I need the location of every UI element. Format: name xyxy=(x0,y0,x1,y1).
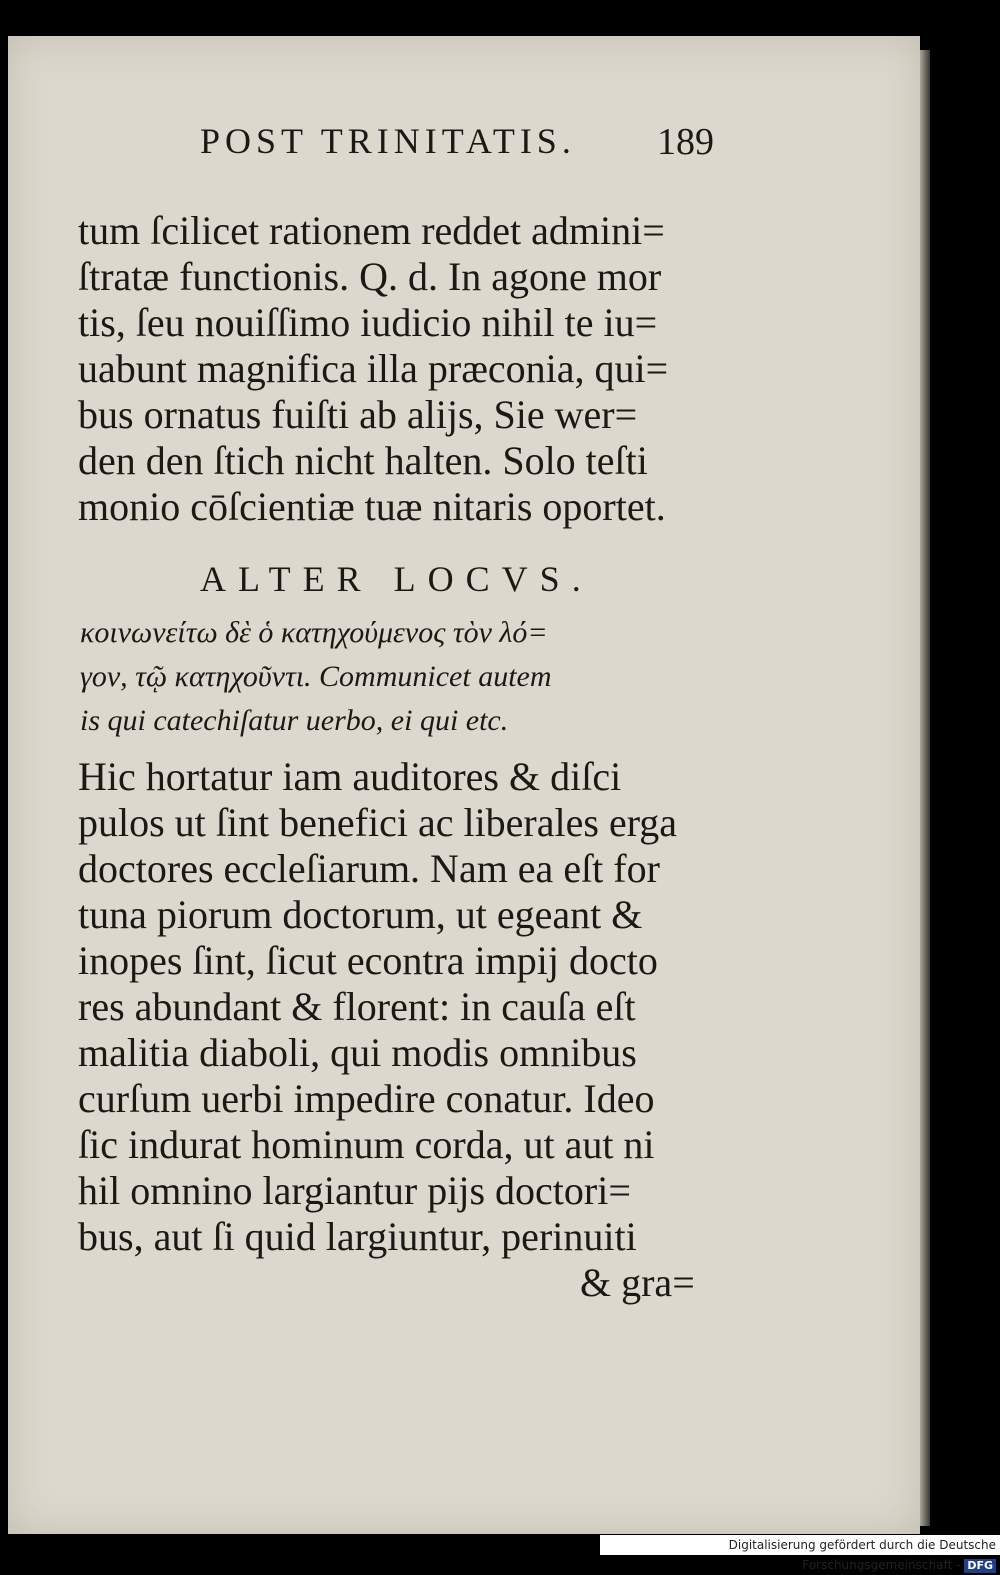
running-title: POST TRINITATIS. xyxy=(200,121,576,161)
text-line: inopes ſint, ſicut econtra impij docto xyxy=(78,938,658,983)
catchword: & gra= xyxy=(580,1260,695,1305)
text-line: tuna piorum doctorum, ut egeant & xyxy=(78,892,643,937)
text-line: doctores eccleſiarum. Nam ea eſt for xyxy=(78,846,660,891)
text-line: bus, aut ſi quid largiuntur, perinuiti xyxy=(78,1214,637,1259)
text-line: monio cōſcientiæ tuæ nitaris oportet. xyxy=(78,484,666,529)
text-line: uabunt magnifica illa præconia, qui= xyxy=(78,346,669,391)
text-line: tis, ſeu nouiſſimo iudicio nihil te iu= xyxy=(78,300,658,345)
dfg-logo: DFG xyxy=(964,1559,996,1573)
greek-line: is qui catechiſatur uerbo, ei qui etc. xyxy=(80,704,509,737)
page-header xyxy=(200,120,720,170)
text-line: tum ſcilicet rationem reddet admini= xyxy=(78,208,665,253)
text-line: malitia diaboli, qui modis omnibus xyxy=(78,1030,637,1075)
greek-line: κοινωνείτω δὲ ὁ κατηχούμενος τὸν λό= xyxy=(80,616,548,649)
text-line: Hic hortatur iam auditores & diſci xyxy=(78,754,622,799)
book-page xyxy=(8,36,920,1534)
text-line: ſtratæ functionis. Q. d. In agone mor xyxy=(78,254,662,299)
text-line: bus ornatus fuiſti ab alijs, Sie wer= xyxy=(78,392,638,437)
page-number: 189 xyxy=(657,121,714,163)
text-line: res abundant & florent: in cauſa eſt xyxy=(78,984,636,1029)
text-line: hil omnino largiantur pijs doctori= xyxy=(78,1168,631,1213)
digitization-credit xyxy=(600,1535,1000,1572)
text-line: den den ſtich nicht halten. Solo teſti xyxy=(78,438,648,483)
text-line: ſic indurat hominum corda, ut aut ni xyxy=(78,1122,655,1167)
text-line: pulos ut ſint benefici ac liberales erga xyxy=(78,800,678,845)
credit-text: Digitalisierung gefördert durch die Deutsche Forschungsgemeinschaft - xyxy=(728,1538,996,1572)
text-line: curſum uerbi impedire conatur. Ideo xyxy=(78,1076,655,1121)
greek-line: γον, τῷ κατηχοῦντι. Communicet autem xyxy=(80,660,552,693)
section-heading: ALTER LOCVS. xyxy=(200,559,593,599)
